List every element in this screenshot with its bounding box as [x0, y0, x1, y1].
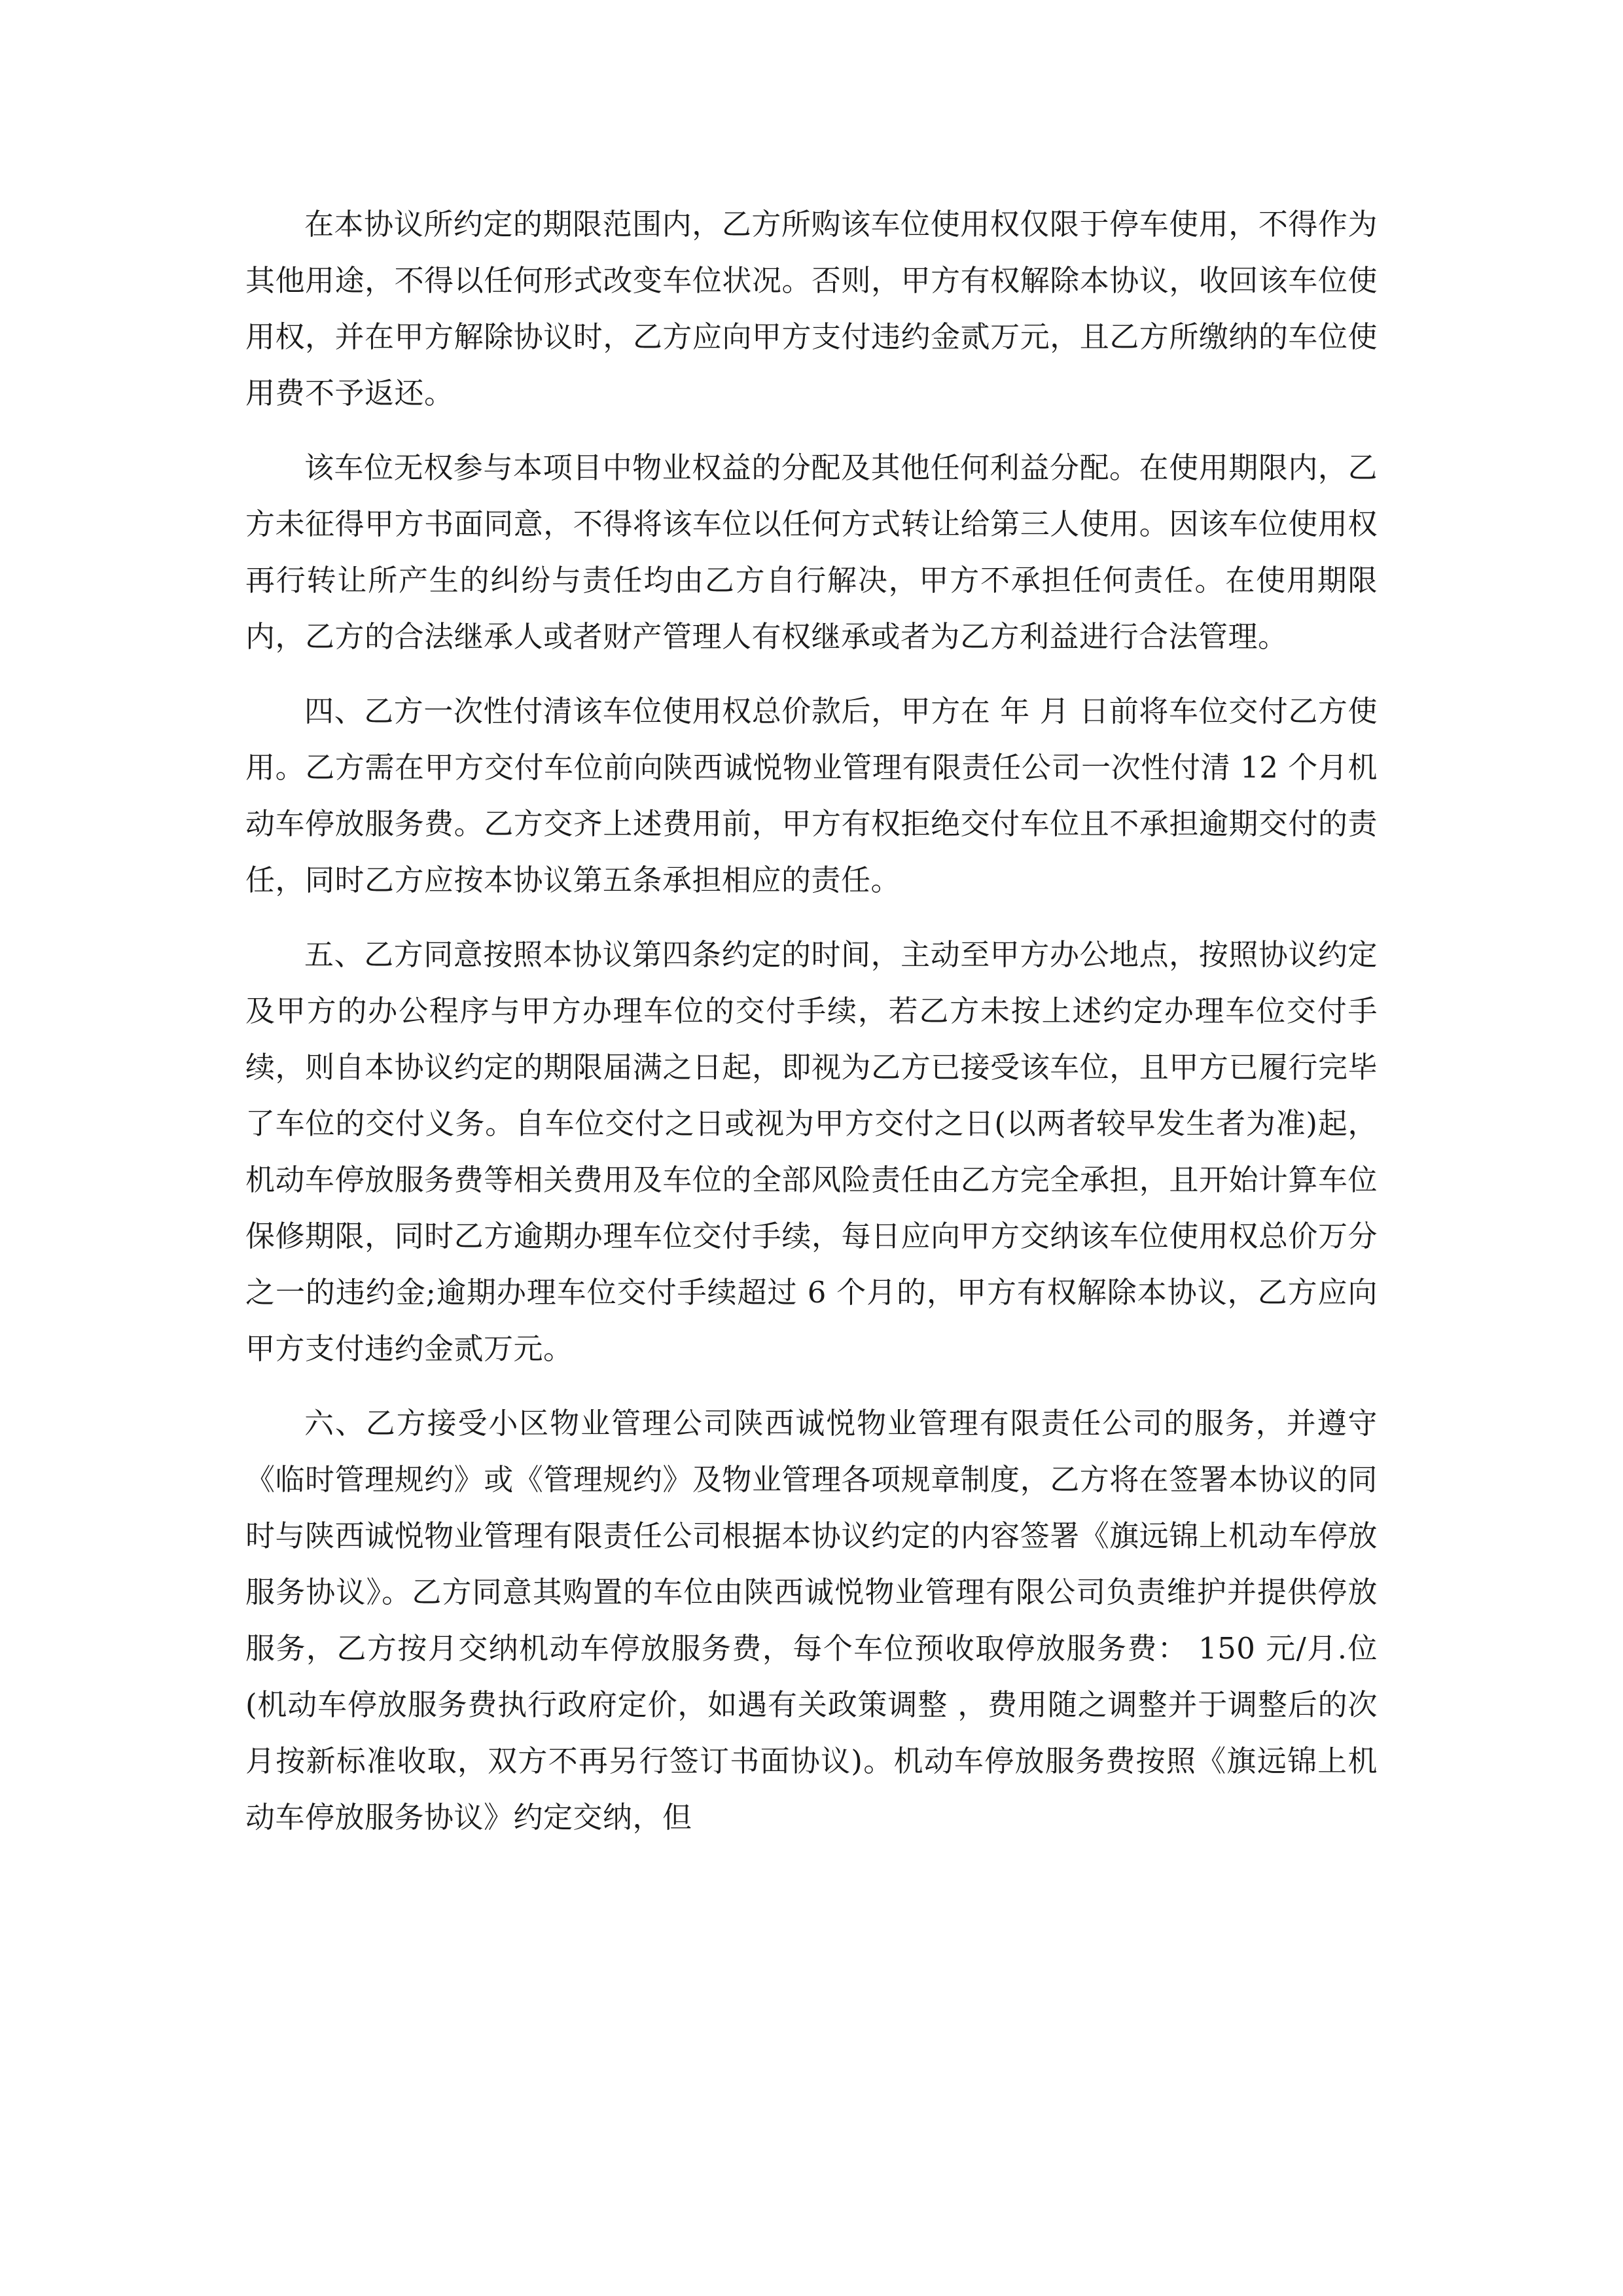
paragraph-clause-six: 六、乙方接受小区物业管理公司陕西诚悦物业管理有限责任公司的服务，并遵守《临时管理规约》或《管理规约》及物业管理各项规章制度，乙方将在签署本协议的同时与陕西诚悦物业管理有限责任公司根据本协议约定的内容签署《旗远锦上机动车停放服务协议》。乙方同意其购置的车位由陕西诚悦物业管理有限公司负责维护并提供停放服务，乙方按月交纳机动车停放服务费，每个车位预收取停放服务费： 150 元/月.位(机动车停放服务费执行政府定价，如遇有关政策调整 ，费用随之调整并于调整后的次月按新标准收取，双方不再另行签订书面协议)。机动车停放服务费按照《旗远锦上机动车停放服务协议》约定交纳，但: [245, 1406, 1378, 1835]
paragraph-usage-restriction: 在本协议所约定的期限范围内，乙方所购该车位使用权仅限于停车使用，不得作为其他用途，不得以任何形式改变车位状况。否则，甲方有权解除本协议，收回该车位使用权，并在甲方解除协议时，乙方应向甲方支付违约金贰万元，且乙方所缴纳的车位使用费不予返还。: [245, 207, 1378, 410]
paragraph-clause-five: 五、乙方同意按照本协议第四条约定的时间，主动至甲方办公地点，按照协议约定及甲方的办公程序与甲方办理车位的交付手续，若乙方未按上述约定办理车位交付手续，则自本协议约定的期限届满之日起，即视为乙方已接受该车位，且甲方已履行完毕了车位的交付义务。自车位交付之日或视为甲方交付之日(以两者较早发生者为准)起，机动车停放服务费等相关费用及车位的全部风险责任由乙方完全承担，且开始计算车位保修期限，同时乙方逾期办理车位交付手续，每日应向甲方交纳该车位使用权总价万分之一的违约金;逾期办理车位交付手续超过 6 个月的，甲方有权解除本协议，乙方应向甲方支付违约金贰万元。: [245, 937, 1378, 1366]
paragraph-transfer-restriction: 该车位无权参与本项目中物业权益的分配及其他任何利益分配。在使用期限内，乙方未征得甲方书面同意，不得将该车位以任何方式转让给第三人使用。因该车位使用权再行转让所产生的纠纷与责任均由乙方自行解决，甲方不承担任何责任。在使用期限内，乙方的合法继承人或者财产管理人有权继承或者为乙方利益进行合法管理。: [245, 450, 1378, 654]
document-page: [245, 196, 1378, 1864]
paragraph-clause-four: 四、乙方一次性付清该车位使用权总价款后，甲方在 年 月 日前将车位交付乙方使用。乙方需在甲方交付车位前向陕西诚悦物业管理有限责任公司一次性付清 12 个月机动车停放服务费。乙方交齐上述费用前，甲方有权拒绝交付车位且不承担逾期交付的责任，同时乙方应按本协议第五条承担相应的责任。: [245, 694, 1378, 897]
